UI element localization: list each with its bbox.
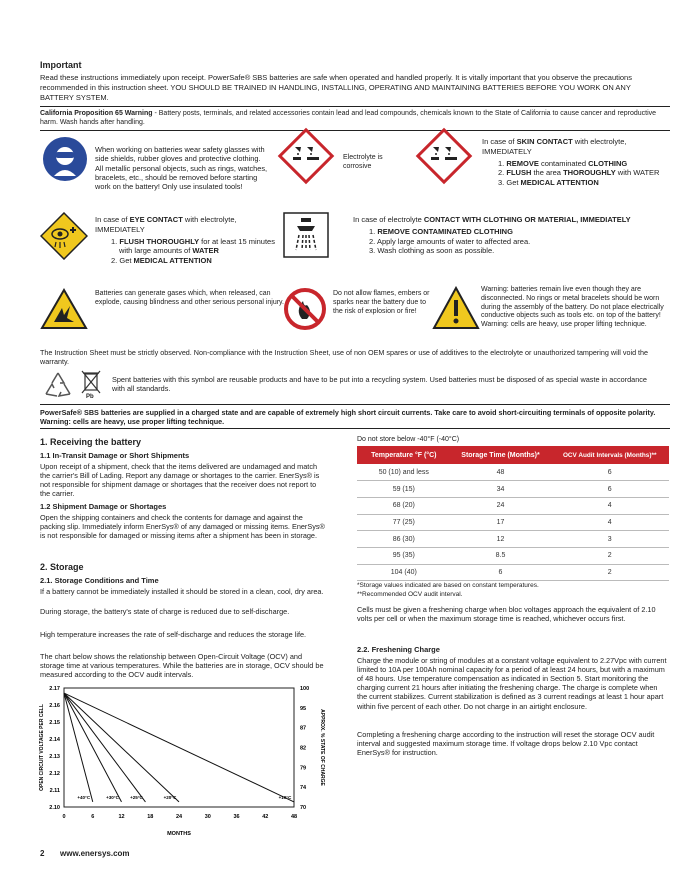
x-tick-label: 42 bbox=[262, 814, 269, 820]
y-right-tick-label: 74 bbox=[300, 785, 307, 792]
table-cell: 12 bbox=[451, 531, 551, 548]
table-row bbox=[357, 531, 669, 548]
warning-text: Warning: batteries remain live even though they are disconnected. No rings or metal bracelets should be worn during the assembly of the battery. Do not place electrically conductive objects such as tools etc. on top of the battery! Warning: cells are heavy, use proper lifting technique. bbox=[481, 286, 664, 328]
pb-label: Pb bbox=[86, 394, 94, 400]
x-axis-label: MONTHS bbox=[167, 831, 191, 837]
table-row bbox=[357, 481, 669, 498]
x-tick-label: 30 bbox=[204, 814, 211, 820]
y-right-tick-label: 70 bbox=[300, 805, 307, 811]
flame-text: Do not allow flames, embers or sparks near the battery due to the risk of explosion or fire! bbox=[333, 290, 430, 315]
table-row bbox=[357, 497, 669, 514]
table-cell: 59 (15) bbox=[357, 481, 451, 498]
table-cell: 24 bbox=[451, 497, 551, 514]
table-header: Storage Time (Months)* bbox=[451, 446, 551, 464]
series-line bbox=[64, 693, 122, 802]
storage-note-top: Do not store below -40°F (-40°C) bbox=[357, 436, 460, 443]
table-cell: 68 (20) bbox=[357, 497, 451, 514]
x-tick-label: 48 bbox=[290, 814, 298, 820]
footer-url[interactable]: www.enersys.com bbox=[60, 849, 130, 858]
y-tick-label: 2.12 bbox=[49, 771, 60, 777]
table-header-row bbox=[357, 446, 669, 464]
section1-sub2: 1.2 Shipment Damage or Shortages bbox=[40, 502, 167, 511]
corrosive-icon bbox=[429, 143, 461, 169]
table-cell: 8.5 bbox=[451, 547, 551, 564]
clothing-contact-block: In case of electrolyte CONTACT WITH CLOTHING OR MATERIAL, IMMEDIATELY 1. REMOVE CONTAMINATED CLOTHING 2. Apply large amounts of water to affected area. 3. Wash clothing as soon as possible. bbox=[353, 215, 663, 256]
x-tick-label: 18 bbox=[147, 814, 154, 820]
table-row bbox=[357, 564, 669, 581]
section1-sub1: 1.1 In-Transit Damage or Short Shipments bbox=[40, 451, 190, 460]
x-tick-label: 0 bbox=[62, 814, 66, 820]
freshening-p2: Completing a freshening charge according to the instruction will reset the storage OCV audit interval and suggested maximum storage time. If voltage drops below 2.10 Vpc contact EnerSys® for instruction. bbox=[357, 730, 655, 758]
series-line bbox=[64, 693, 294, 802]
table-cell: 77 (25) bbox=[357, 514, 451, 531]
list-item: 2. Apply large amounts of water to affected area. bbox=[369, 236, 531, 246]
divider bbox=[40, 404, 670, 405]
table-cell: 95 (35) bbox=[357, 547, 451, 564]
list-item: 3. Wash clothing as soon as possible. bbox=[369, 246, 495, 256]
section2-title: 2. Storage bbox=[40, 562, 84, 572]
storage-footnote-2: **Recommended OCV audit interval. bbox=[357, 591, 463, 598]
x-tick-label: 6 bbox=[91, 814, 95, 820]
important-paragraph: Read these instructions immediately upon receipt. PowerSafe® SBS batteries are safe when operated and handled properly. It is vitally important that you observe the precautions recommended in this instruction sheet. YOU SHOULD BE TRAINED IN HANDLING, INSTALLING, OPERATING AND MAINTAINING BATTERIES BEFORE YOU WORK ON ANY BATTERY SYSTEM. bbox=[40, 73, 632, 102]
general-warning-icon bbox=[432, 286, 480, 330]
table-cell: 4 bbox=[550, 514, 669, 531]
y-tick-label: 2.10 bbox=[49, 805, 60, 811]
table-cell: 17 bbox=[451, 514, 551, 531]
table-cell: 3 bbox=[550, 531, 669, 548]
table-cell: 6 bbox=[451, 564, 551, 581]
y-right-tick-label: 79 bbox=[300, 765, 307, 772]
section2-p1: If a battery cannot be immediately installed it should be stored in a clean, cool, dry area. bbox=[40, 587, 324, 596]
freshening-p1: Charge the module or string of modules at a constant voltage equivalent to 2.27Vpc with current limited to 10A per 100Ah nominal capacity for a period of at least 24 hours, but with a maximum of 48 hours. Use temperature compensation as indicated in Section 5. Start monitoring the charging current 21 hours after initiating the freshening charge. The charge is complete when the current stabilizes. Current stabilization is defined as 3 current readings at least 1 hour apart within five percent of each other. Do not charge in an airtight enclosure. bbox=[357, 656, 667, 711]
y-right-tick-label: 100 bbox=[300, 686, 310, 692]
explosion-warning-icon bbox=[40, 288, 88, 330]
section1-p1: Upon receipt of a shipment, check that the items delivered are undamaged and match the carrier's Bill of Lading. Report any damage or shortages to the carrier. EnerSys® is not responsible for shipment damage or shortages that the receiver does not report to the carrier. bbox=[40, 462, 320, 499]
table-cell: 48 bbox=[451, 464, 551, 481]
section2-p4: The chart below shows the relationship between Open-Circuit Voltage (OCV) and storage time at various temperatures. While the batteries are in storage, OCV should be measured according to the OCV audit intervals. bbox=[40, 652, 324, 680]
freshening-intro: Cells must be given a freshening charge when bloc voltages approach the equivalent of 2.10 volts per cell or when the maximum storage time is reached, whichever occurs first. bbox=[357, 605, 656, 624]
table-cell: 4 bbox=[550, 497, 669, 514]
freshening-title: 2.2. Freshening Charge bbox=[357, 645, 440, 654]
x-tick-label: 36 bbox=[233, 814, 240, 820]
storage-table bbox=[357, 446, 669, 581]
recycle-icon bbox=[42, 370, 74, 400]
explosive-text: Batteries can generate gases which, when released, can explode, causing blindness and other serious personal injury. bbox=[95, 290, 284, 306]
section2-p3: High temperature increases the rate of self-discharge and reduces the storage life. bbox=[40, 630, 307, 639]
list-item: 2. FLUSH the area THOROUGHLY with WATER bbox=[498, 168, 660, 178]
face-protection-icon bbox=[42, 136, 88, 182]
eye-hazard-icon bbox=[40, 212, 88, 260]
table-row bbox=[357, 464, 669, 481]
ocv-storage-chart bbox=[36, 680, 326, 840]
important-heading: Important bbox=[40, 60, 82, 70]
page-number: 2 bbox=[40, 849, 45, 858]
y-right-axis-label: APPROX. % STATE OF CHARGE bbox=[319, 709, 325, 786]
shower-icon bbox=[283, 212, 329, 258]
y-tick-label: 2.13 bbox=[49, 754, 60, 760]
table-cell: 50 (10) and less bbox=[357, 464, 451, 481]
no-flame-icon bbox=[283, 287, 327, 331]
divider bbox=[40, 106, 670, 107]
list-item: 2. Get MEDICAL ATTENTION bbox=[111, 256, 212, 265]
storage-footnote-1: *Storage values indicated are based on constant temperatures. bbox=[357, 582, 539, 589]
series-label: +10°C bbox=[278, 795, 292, 800]
divider bbox=[40, 428, 670, 429]
section2-sub1: 2.1. Storage Conditions and Time bbox=[40, 576, 159, 585]
table-cell: 2 bbox=[550, 547, 669, 564]
section2-p2: During storage, the battery's state of charge is reduced due to self-discharge. bbox=[40, 607, 290, 616]
series-label: +40°C bbox=[77, 795, 91, 800]
y-tick-label: 2.15 bbox=[49, 720, 60, 726]
corrosive-icon bbox=[291, 143, 323, 169]
table-cell: 6 bbox=[550, 481, 669, 498]
divider bbox=[40, 130, 670, 131]
series-label: +20°C bbox=[163, 795, 177, 800]
section1-p2: Open the shipping containers and check the contents for damage and against the packing slip. Immediately inform EnerSys® of any damaged or missing items. EnerSys® is not responsible for damaged or missing items after a shipment has been in storage. bbox=[40, 513, 325, 541]
table-row bbox=[357, 547, 669, 564]
skin-contact-block: In case of SKIN CONTACT with electrolyte, IMMEDIATELY 1. REMOVE contaminated CLOTHING 2. FLUSH the area THOROUGHLY with WATER 3. Get MEDICAL ATTENTION bbox=[482, 137, 662, 188]
table-cell: 104 (40) bbox=[357, 564, 451, 581]
series-line bbox=[64, 693, 179, 802]
table-row bbox=[357, 514, 669, 531]
series-line bbox=[64, 693, 145, 802]
y-tick-label: 2.11 bbox=[49, 788, 60, 794]
table-header: OCV Audit Intervals (Months)** bbox=[550, 446, 669, 464]
series-label: +30°C bbox=[106, 795, 119, 800]
y-tick-label: 2.14 bbox=[49, 737, 60, 743]
y-right-tick-label: 82 bbox=[300, 745, 307, 752]
instruction-note: The Instruction Sheet must be strictly observed. Non-compliance with the Instruction Sheet, use of non OEM spares or use of additives to the electrolyte or unauthorized tampering will void the warranty. bbox=[40, 348, 649, 366]
prop65-warning: California Proposition 65 Warning - Battery posts, terminals, and related accessories contain lead and lead compounds, chemicals known to the State of California to cause cancer and reproductive harm. Wash hands after handling. bbox=[40, 110, 657, 126]
x-tick-label: 24 bbox=[175, 814, 183, 820]
recycle-text: Spent batteries with this symbol are reusable products and have to be put into a recycling system. Used batteries must be disposed of as special waste in accordance with all standards. bbox=[112, 375, 647, 394]
y-axis-label: OPEN CIRCUIT VOLTAGE PER CELL bbox=[39, 704, 45, 791]
table-cell: 86 (30) bbox=[357, 531, 451, 548]
list-item: 1. FLUSH THOROUGHLY for at least 15 minutes with large amounts of WATER bbox=[111, 236, 275, 256]
list-item: 3. Get MEDICAL ATTENTION bbox=[498, 178, 599, 187]
table-cell: 2 bbox=[550, 564, 669, 581]
crossed-bin-icon bbox=[80, 369, 102, 395]
y-right-tick-label: 87 bbox=[300, 725, 307, 732]
list-item: 1. REMOVE CONTAMINATED CLOTHING bbox=[369, 226, 513, 236]
series-line bbox=[64, 693, 93, 802]
section1-title: 1. Receiving the battery bbox=[40, 437, 142, 447]
eye-contact-block: In case of EYE CONTACT with electrolyte, IMMEDIATELY 1. FLUSH THOROUGHLY for at least 15 minutes with large amounts of WATER 2. Get MEDICAL ATTENTION bbox=[95, 215, 285, 266]
supplied-note: PowerSafe® SBS batteries are supplied in a charged state and are capable of extremely high short circuit currents. Take care to avoid short-circuiting terminals of opposite polarity. Warning: cells are heavy, use proper lifting technique. bbox=[40, 408, 656, 426]
y-tick-label: 2.16 bbox=[49, 703, 60, 709]
y-tick-label: 2.17 bbox=[49, 686, 60, 692]
ppe-text: When working on batteries wear safety glasses with side shields, rubber gloves and protective clothing. All metallic personal objects, such as rings, watches, bracelets, etc., should be removed before starting work on the battery! Only use insulated tools! bbox=[95, 145, 268, 191]
y-right-tick-label: 95 bbox=[300, 705, 307, 712]
x-tick-label: 12 bbox=[118, 814, 125, 820]
table-header: Temperature °F (°C) bbox=[357, 446, 451, 464]
corrosive-text: Electrolyte is corrosive bbox=[343, 154, 383, 170]
table-cell: 34 bbox=[451, 481, 551, 498]
list-item: 1. REMOVE contaminated CLOTHING bbox=[498, 158, 628, 168]
table-cell: 6 bbox=[550, 464, 669, 481]
series-label: +25°C bbox=[130, 795, 143, 800]
